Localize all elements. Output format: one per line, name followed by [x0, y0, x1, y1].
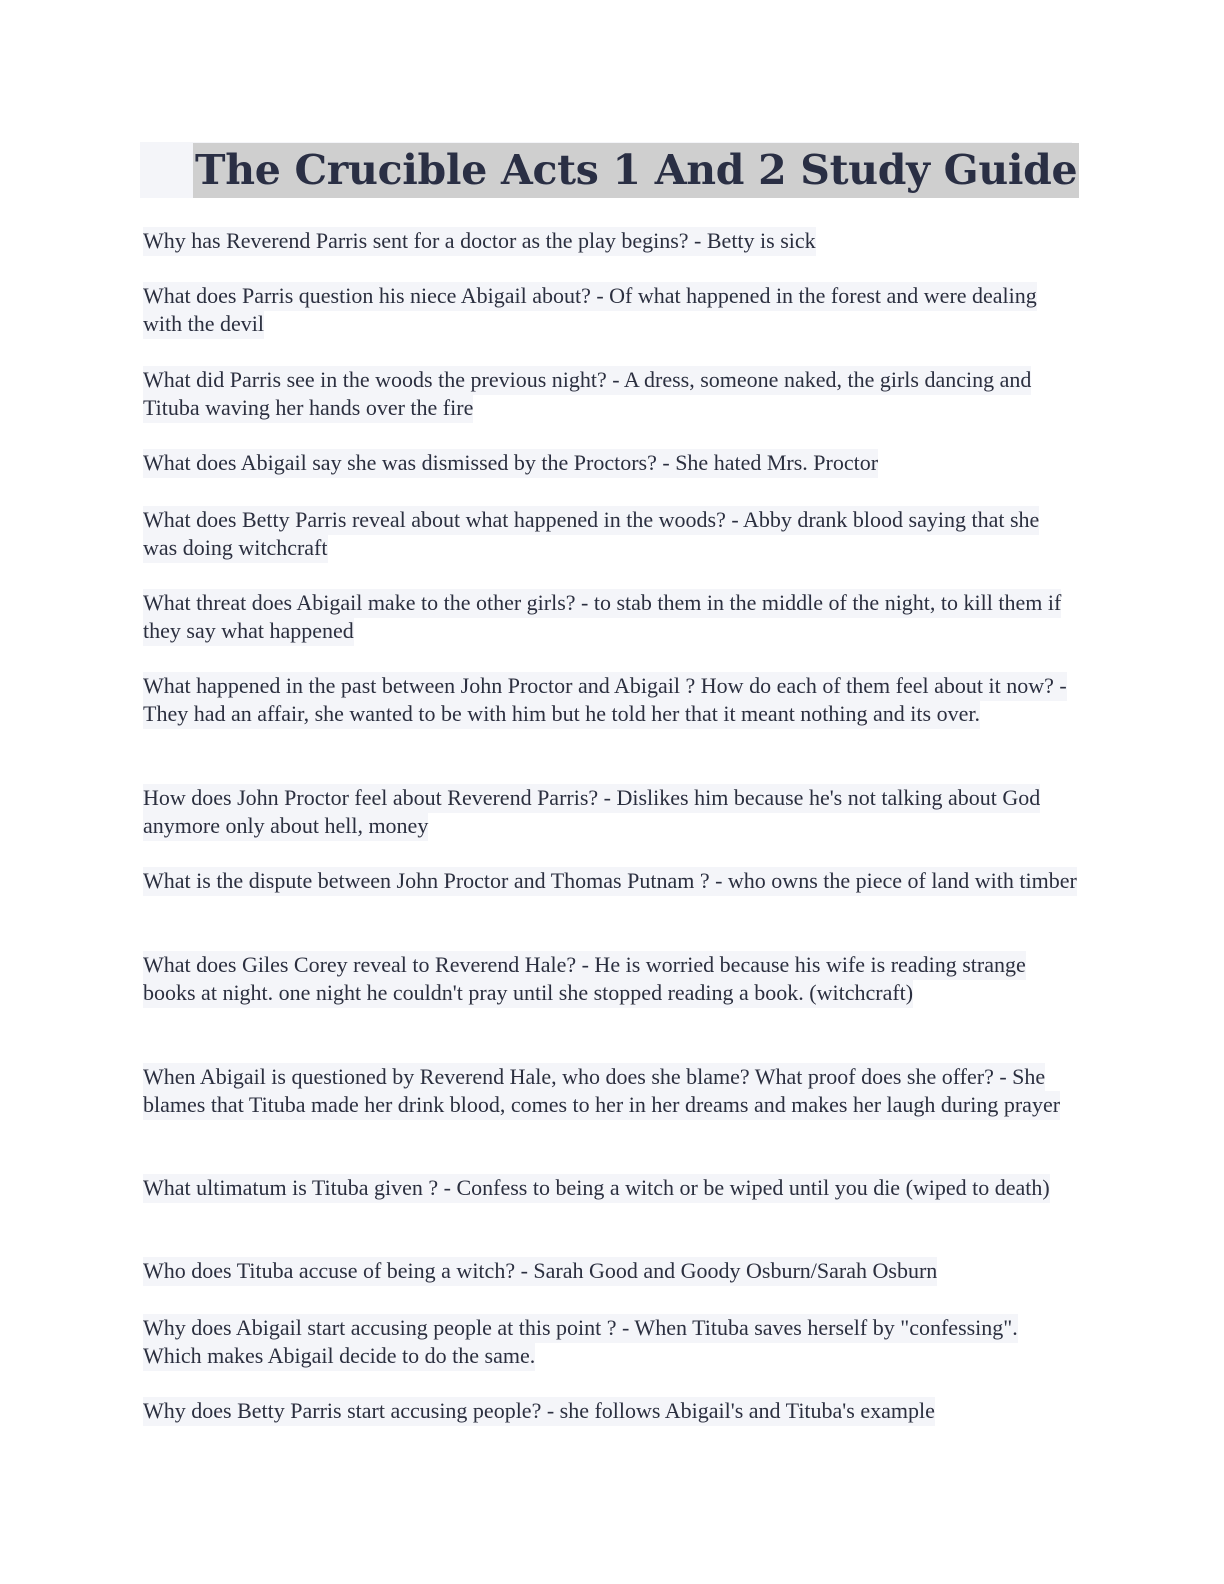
- qa-item-9: What is the dispute between John Proctor and Thomas Putnam ? - who owns the piece of land with timber: [143, 867, 1078, 895]
- qa-item-3: What did Parris see in the woods the previous night? - A dress, someone naked, the girls dancing and Tituba waving her hands over the fire: [143, 366, 1078, 422]
- qa-item-11: When Abigail is questioned by Reverend Hale, who does she blame? What proof does she offer? - She blames that Tituba made her drink blood, comes to her in her dreams and makes her laugh during prayer: [143, 1063, 1078, 1119]
- qa-item-8: How does John Proctor feel about Reverend Parris? - Dislikes him because he's not talking about God anymore only about hell, money: [143, 784, 1078, 840]
- document-title: The Crucible Acts 1 And 2 Study Guide: [193, 143, 1079, 198]
- qa-item-7: What happened in the past between John Proctor and Abigail ? How do each of them feel about it now? - They had an affair, she wanted to be with him but he told her that it meant nothing and its over.: [143, 672, 1078, 728]
- qa-item-6: What threat does Abigail make to the other girls? - to stab them in the middle of the night, to kill them if they say what happened: [143, 589, 1078, 645]
- qa-item-14: Why does Abigail start accusing people at this point ? - When Tituba saves herself by "confessing". Which makes Abigail decide to do the same.: [143, 1314, 1078, 1370]
- qa-item-4: What does Abigail say she was dismissed by the Proctors? - She hated Mrs. Proctor: [143, 449, 1078, 477]
- qa-item-15: Why does Betty Parris start accusing people? - she follows Abigail's and Tituba's example: [143, 1397, 1078, 1425]
- qa-item-10: What does Giles Corey reveal to Reverend Hale? - He is worried because his wife is reading strange books at night. one night he couldn't pray until she stopped reading a book. (witchcraft): [143, 951, 1078, 1007]
- qa-item-12: What ultimatum is Tituba given ? - Confess to being a witch or be wiped until you die (wiped to death): [143, 1174, 1078, 1202]
- qa-item-2: What does Parris question his niece Abigail about? - Of what happened in the forest and were dealing with the devil: [143, 282, 1078, 338]
- qa-item-5: What does Betty Parris reveal about what happened in the woods? - Abby drank blood saying that she was doing witchcraft: [143, 506, 1078, 562]
- qa-item-13: Who does Tituba accuse of being a witch? - Sarah Good and Goody Osburn/Sarah Osburn: [143, 1257, 1078, 1285]
- qa-item-1: Why has Reverend Parris sent for a doctor as the play begins? - Betty is sick: [143, 227, 1078, 255]
